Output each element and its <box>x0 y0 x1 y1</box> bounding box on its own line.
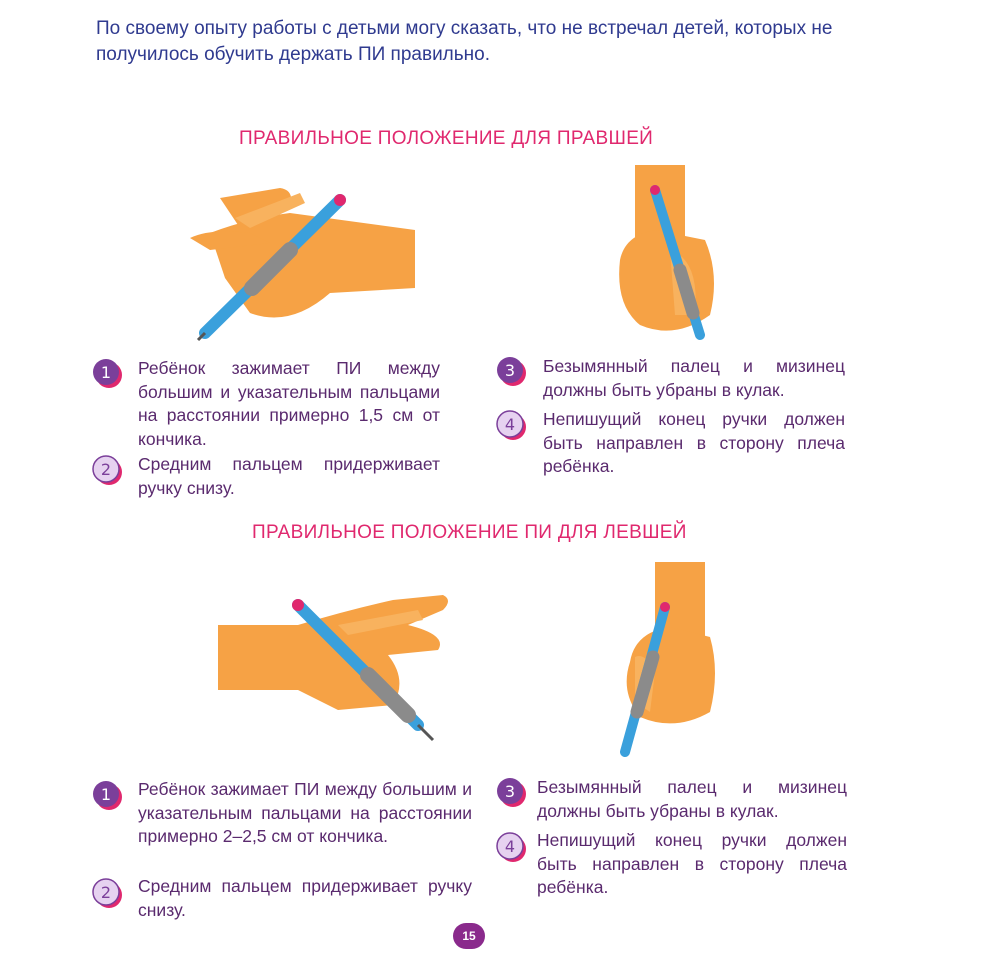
hand-right-side-illustration <box>180 178 420 343</box>
item-number-badge-2 <box>92 455 122 485</box>
section-heading-right-handed: ПРАВИЛЬНОЕ ПОЛОЖЕНИЕ ДЛЯ ПРАВШЕЙ <box>239 128 654 149</box>
instruction-item: Безымянный палец и мизинец должны быть убраны в кулак. <box>537 777 847 821</box>
instruction-item: Непишущий конец ручки должен быть направлен в сторону плеча ребёнка. <box>537 830 847 897</box>
item-number-badge-3 <box>496 777 526 807</box>
instruction-item: Ребёнок зажимает ПИ между большим и указательным пальцами на расстоянии примерно 1,5 см от кончика. <box>138 358 440 449</box>
hand-left-back-illustration <box>615 562 725 762</box>
svg-text:4: 4 <box>504 837 516 856</box>
item-number-badge-1 <box>92 358 122 388</box>
item-number-badge-4 <box>496 410 526 440</box>
svg-text:1: 1 <box>100 363 112 382</box>
instruction-item: Средним пальцем придерживает ручку снизу. <box>138 876 472 920</box>
intro-paragraph: По своему опыту работы с детьми могу сказать, что не встречал детей, которых не получилось обучить держать ПИ правильно. <box>96 18 833 65</box>
svg-text:1: 1 <box>100 785 112 804</box>
instruction-item: Ребёнок зажимает ПИ между большим и указательным пальцами на расстоянии примерно 2–2,5 см от кончика. <box>138 779 472 846</box>
section-heading-left-handed: ПРАВИЛЬНОЕ ПОЛОЖЕНИЕ ПИ ДЛЯ ЛЕВШЕЙ <box>252 522 687 543</box>
hand-left-side-illustration <box>218 580 463 745</box>
item-number-badge-1 <box>92 780 122 810</box>
svg-text:2: 2 <box>100 460 112 479</box>
svg-text:3: 3 <box>504 782 516 801</box>
item-number-badge-2 <box>92 878 122 908</box>
item-number-badge-4 <box>496 832 526 862</box>
page-number: 15 <box>453 923 485 949</box>
svg-text:4: 4 <box>504 415 516 434</box>
item-number-badge-3 <box>496 356 526 386</box>
hand-right-back-illustration <box>615 165 725 345</box>
instruction-item: Непишущий конец ручки должен быть направлен в сторону плеча ребёнка. <box>543 409 845 476</box>
instruction-item: Средним пальцем придерживает ручку снизу. <box>138 454 440 498</box>
svg-text:3: 3 <box>504 361 516 380</box>
svg-text:2: 2 <box>100 883 112 902</box>
instruction-item: Безымянный палец и мизинец должны быть убраны в кулак. <box>543 356 845 400</box>
